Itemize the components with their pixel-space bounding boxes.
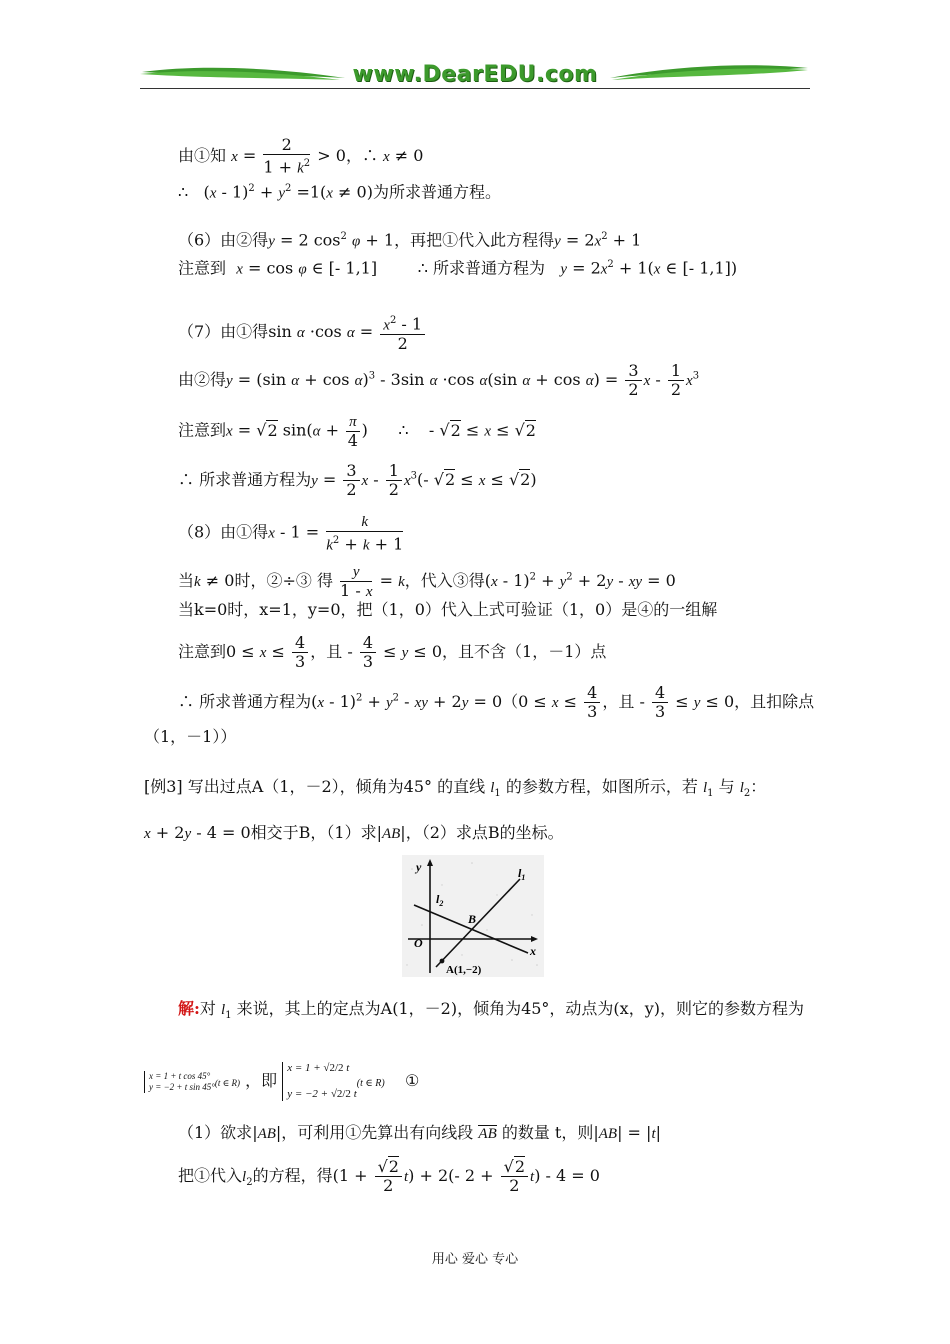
text: 相交于B，（1）求 bbox=[250, 823, 377, 842]
text: （7）由①得 bbox=[178, 322, 269, 342]
point-b-label: B bbox=[468, 912, 477, 926]
text: ① bbox=[405, 1071, 420, 1090]
x-axis-label: x bbox=[530, 944, 536, 958]
text: 为所求普通方程。 bbox=[372, 182, 501, 202]
text: 的方程，得 bbox=[252, 1166, 333, 1185]
text-line: 注意到 x = cos φ ∈ [- 1,1] ∴ 所求普通方程为 $y = 2x^2 + 1(x$ ∈ [- 1,1]) bbox=[178, 258, 738, 278]
text: ： bbox=[750, 777, 767, 796]
text: （ bbox=[502, 692, 519, 711]
text-line: （7）由①得sin α ·cos α = $\frac{x^2 - 1}{2}$ bbox=[178, 312, 427, 353]
header-rule bbox=[140, 88, 810, 89]
page-header bbox=[140, 60, 810, 94]
text: （1）欲求 bbox=[178, 1123, 253, 1142]
text-line: 当k=0时，x=1，y=0，把（1，0）代入上式可验证（1，0）是④的一组解 bbox=[178, 600, 718, 619]
text: 把①代入 bbox=[178, 1166, 243, 1185]
text: ∴ 所求普通方程为 bbox=[417, 258, 546, 278]
text: （6）由②得 bbox=[178, 230, 269, 250]
text: ∴ bbox=[398, 420, 409, 440]
text: ，即 bbox=[245, 1071, 278, 1090]
text: ，∴ bbox=[345, 146, 378, 166]
text: 时，②÷③ 得 bbox=[234, 571, 333, 590]
text-line: 解:对 $l_1$ 来说，其上的定点为A(1，－2)，倾角为45°，动点为(x，y)，则它的参数方程为 bbox=[178, 999, 804, 1022]
text: ∴ bbox=[178, 182, 189, 202]
text-line: x + 2y - 4 = 0相交于B，（1）求|AB|，（2）求点B的坐标。 bbox=[144, 823, 564, 842]
origin-label: O bbox=[414, 936, 423, 950]
line-diagram-figure bbox=[402, 855, 544, 977]
text-line: 由②得y = (sin α + cos α)$^3$ - 3sin α ·cos α(sin α + cos α) = $\frac{3}{2}$ x - $\frac{1}{2}$ $x^3$ bbox=[178, 361, 700, 399]
text-line: 当k ≠ 0时，②÷③ 得 $\frac{y}{1 - x}$ = k，代入③得$(x - 1)^2 + y^2 + 2y$ - xy = 0 bbox=[178, 564, 676, 600]
page-footer: 用心 爱心 专心 bbox=[431, 1252, 519, 1267]
text-line: 由①知 x = $\frac{2}{1 + k^2}$ > 0，∴ x ≠ 0 bbox=[178, 135, 424, 177]
text-line: 注意到x = √2 sin(α + $\frac{\pi}{4}$ ) ∴ - √2 ≤ x ≤ √2 bbox=[178, 414, 536, 450]
text: 的数量 t，则 bbox=[501, 1123, 594, 1142]
text: 的参数方程，如图所示，若 bbox=[505, 777, 698, 796]
text: ，且 bbox=[602, 692, 635, 711]
text-line: （6）由②得y = 2 $\cos^2 \varphi + 1$，再把①代入此方程得$y = 2x^2 + 1$ bbox=[178, 230, 642, 250]
text: （8）由①得 bbox=[178, 522, 269, 542]
point-a-label: A(1,−2) bbox=[446, 964, 482, 976]
y-axis-label: y bbox=[416, 860, 422, 874]
text: 由②得 bbox=[178, 370, 227, 389]
text: ∴ 所求普通方程为 bbox=[178, 692, 312, 711]
text-line: ∴ $(x - 1)^2 + y^2 =1(x \ne 0)$为所求普通方程。 bbox=[178, 182, 501, 202]
text: 注意到 bbox=[178, 420, 227, 440]
text: ∴ 所求普通方程为 bbox=[178, 470, 312, 489]
text: 由①知 bbox=[178, 146, 227, 166]
text: ，代入③得 bbox=[404, 571, 485, 590]
line-l1-label: $l_1$ bbox=[518, 866, 526, 882]
text: 当 bbox=[178, 571, 195, 590]
text-line: 把①代入$l_2$的方程，得(1 + $\frac{√2}{2}$ t) + 2(- 2 + $\frac{√2}{2}$ t) - 4 = 0 bbox=[178, 1157, 600, 1195]
text: ，再把①代入此方程得 bbox=[394, 230, 555, 250]
text: 与 bbox=[718, 777, 735, 796]
text: ，且 bbox=[310, 642, 343, 661]
text: 来说，其上的定点为A(1，－2)，倾角为45°，动点为(x，y)，则它的参数方程为 bbox=[236, 999, 804, 1018]
text-line: （8）由①得x - 1 = $\frac{k}{k^2 + k + 1}$ bbox=[178, 514, 404, 554]
solution-label: 解: bbox=[178, 999, 200, 1018]
text-line: [例3] 写出过点A（1，－2），倾角为45° 的直线 $l_1$ 的参数方程，如图所示，若 $l_1$ 与 $l_2$： bbox=[144, 777, 767, 800]
text: [例3] 写出过点A（1，－2），倾角为45° 的直线 bbox=[144, 777, 486, 796]
text-line: （1，－1）） bbox=[144, 727, 237, 746]
text: ，（2）求点B的坐标。 bbox=[405, 823, 564, 842]
text-line: ∴ 所求普通方程为y = $\frac{3}{2}$ x - $\frac{1}{2}$ $x^3(-$ √2 ≤ x ≤ √2) bbox=[178, 461, 537, 499]
text: 注意到 bbox=[178, 258, 227, 278]
text: ，可利用①先算出有向线段 bbox=[281, 1123, 474, 1142]
text: 注意到 bbox=[178, 642, 227, 661]
text-line: ∴ 所求普通方程为$(x - 1)^2 + y^2$ - xy + 2y = 0（0 ≤ x ≤ $\frac{4}{3}$ ，且 - $\frac{4}{3}$ ≤ y ≤ 0，且扣除点 bbox=[178, 683, 815, 721]
text: ，且扣除点 bbox=[734, 692, 815, 711]
text-line: 注意到0 ≤ x ≤ $\frac{4}{3}$ ，且 - $\frac{4}{3}$ ≤ y ≤ 0，且不含（1，－1）点 bbox=[178, 633, 607, 671]
text-line: （1）欲求|AB|，可利用①先算出有向线段 AB 的数量 t，则|AB| = |t| bbox=[178, 1123, 661, 1142]
text: 对 bbox=[199, 999, 216, 1018]
text: ，且不含（1，－1）点 bbox=[442, 642, 607, 661]
line-l2-label: $l_2$ bbox=[436, 892, 444, 908]
site-logo: www.DearEDU.com bbox=[352, 62, 598, 87]
text-line: x = 1 + t cos 45° y = −2 + t sin 45°(t ∈ R) ，即 x = 1 + √2/2 t y = −2 + √2/2 t(t ∈ R) ① bbox=[144, 1062, 419, 1101]
